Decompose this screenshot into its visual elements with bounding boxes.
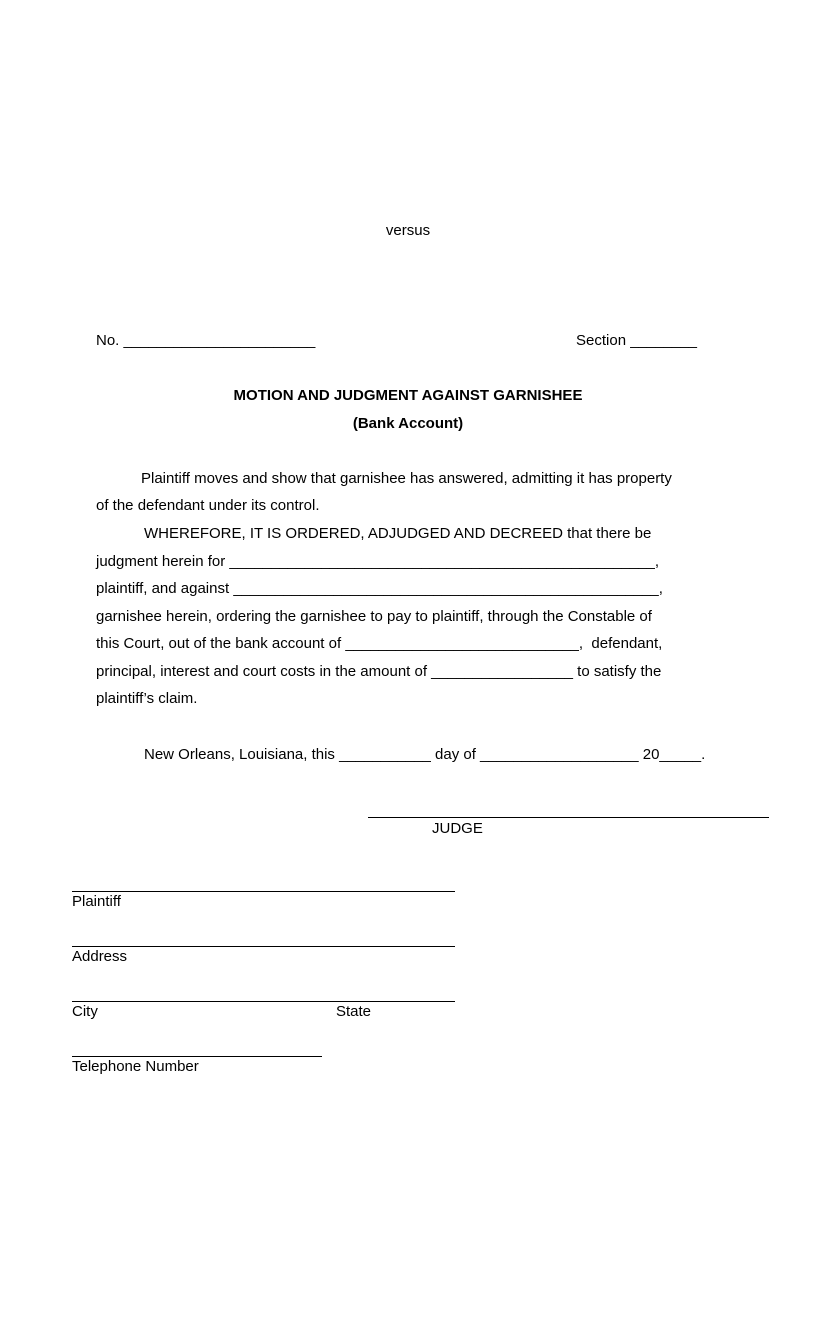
body-line: principal, interest and court costs in the amount of _________________ to satisfy the	[96, 663, 662, 680]
plaintiff-signature-line	[72, 891, 455, 892]
versus-text: versus	[385, 222, 431, 239]
telephone-label: Telephone Number	[72, 1058, 199, 1075]
body-line: WHEREFORE, IT IS ORDERED, ADJUDGED AND DECREED that there be	[144, 525, 652, 542]
judge-label: JUDGE	[432, 820, 483, 837]
plaintiff-label: Plaintiff	[72, 893, 121, 910]
date-line: New Orleans, Louisiana, this ___________ day of ___________________ 20_____.	[144, 746, 706, 763]
document-subtitle: (Bank Account)	[352, 415, 464, 432]
address-label: Address	[72, 948, 128, 965]
judge-signature-line	[368, 817, 769, 818]
body-line: of the defendant under its control.	[96, 497, 320, 514]
case-number-field: No. _______________________	[96, 332, 316, 349]
section-field: Section ________	[576, 332, 697, 349]
address-line	[72, 946, 455, 947]
document-title: MOTION AND JUDGMENT AGAINST GARNISHEE	[233, 387, 583, 404]
body-line: judgment herein for ___________________________________________________,	[96, 553, 660, 570]
state-label: State	[336, 1003, 372, 1020]
body-line: Plaintiff moves and show that garnishee has answered, admitting it has property	[141, 470, 672, 487]
city-state-line	[72, 1001, 455, 1002]
city-label: City	[72, 1003, 98, 1020]
body-line: plaintiff’s claim.	[96, 690, 198, 707]
body-line: this Court, out of the bank account of ____________________________, defendant,	[96, 635, 663, 652]
body-line: garnishee herein, ordering the garnishee to pay to plaintiff, through the Constable of	[96, 608, 652, 625]
body-line: plaintiff, and against ___________________________________________________,	[96, 580, 663, 597]
